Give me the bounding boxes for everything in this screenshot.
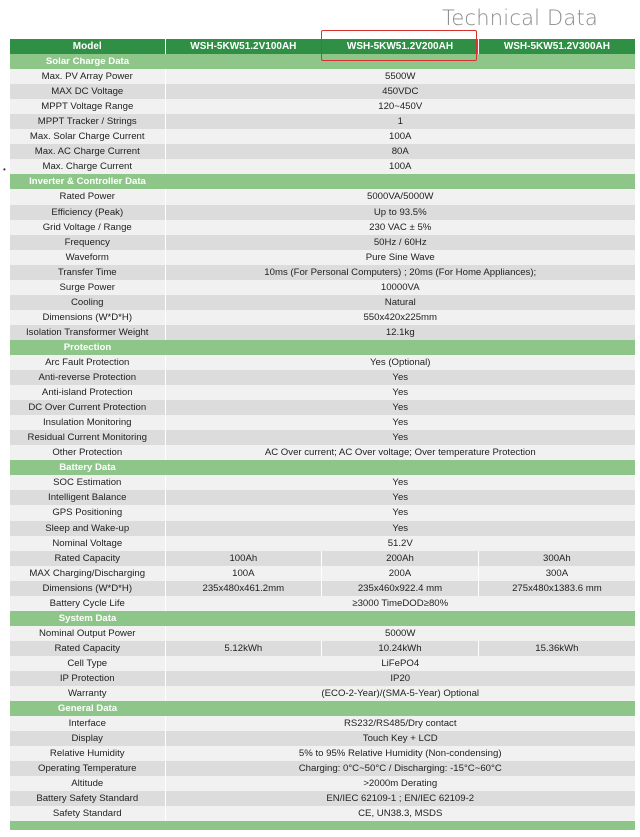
section-title (10, 611, 635, 626)
row-value: Yes (165, 430, 635, 445)
row-label: Interface (10, 716, 165, 731)
row-value: 300A (478, 566, 635, 581)
row-label: Surge Power (10, 280, 165, 295)
row-label: SOC Estimation (10, 475, 165, 490)
row-value: (ECO-2-Year)/(SMA-5-Year) Optional (165, 686, 635, 701)
row-label: Nominal Voltage (10, 536, 165, 551)
table-row (10, 235, 635, 250)
row-value: 5% to 95% Relative Humidity (Non-condensing) (165, 746, 635, 761)
row-label: Residual Current Monitoring (10, 430, 165, 445)
table-row (10, 581, 635, 596)
table-row (10, 626, 635, 641)
table-row (10, 310, 635, 325)
table-row (10, 99, 635, 114)
row-value: Yes (Optional) (165, 355, 635, 370)
row-label: Altitude (10, 776, 165, 791)
model-label: Model (10, 39, 165, 54)
table-row (10, 536, 635, 551)
row-label: Anti-island Protection (10, 385, 165, 400)
row-value: Yes (165, 385, 635, 400)
row-value: 100Ah (165, 551, 322, 566)
table-row (10, 731, 635, 746)
row-value: 51.2V (165, 536, 635, 551)
table-row (10, 490, 635, 505)
row-value: Yes (165, 505, 635, 520)
row-value: Yes (165, 521, 635, 536)
section-header (10, 174, 635, 189)
row-value: 275x480x1383.6 mm (478, 581, 635, 596)
table-row (10, 776, 635, 791)
table-row (10, 355, 635, 370)
row-label: Frequency (10, 235, 165, 250)
section-title-text: Solar Charge Data (45, 56, 130, 68)
section-header (10, 460, 635, 475)
table-row (10, 430, 635, 445)
row-label: Battery Safety Standard (10, 791, 165, 806)
row-value: 200Ah (322, 551, 479, 566)
row-label: Isolation Transformer Weight (10, 325, 165, 340)
row-value: 200A (322, 566, 479, 581)
row-value: Charging: 0°C~50°C / Discharging: -15°C~60°C (165, 761, 635, 776)
page-title: Technical Data (441, 6, 598, 30)
table-row (10, 806, 635, 821)
table-row (10, 84, 635, 99)
table-row (10, 791, 635, 806)
row-label: Dimensions (W*D*H) (10, 310, 165, 325)
table-row (10, 114, 635, 129)
table-row (10, 641, 635, 656)
table-row (10, 505, 635, 520)
section-title (10, 174, 635, 189)
row-value: Touch Key + LCD (165, 731, 635, 746)
highlight-box (321, 30, 477, 61)
row-value: ≥3000 TimeDOD≥80% (165, 596, 635, 611)
table-row (10, 370, 635, 385)
row-label: Other Protection (10, 445, 165, 460)
row-label: Max. Solar Charge Current (10, 129, 165, 144)
row-value: 5500W (165, 69, 635, 84)
row-value: 450VDC (165, 84, 635, 99)
row-label: Waveform (10, 250, 165, 265)
row-label: Relative Humidity (10, 746, 165, 761)
section-title (10, 340, 635, 355)
row-label: MAX Charging/Discharging (10, 566, 165, 581)
row-label: IP Protection (10, 671, 165, 686)
row-label: Transfer Time (10, 265, 165, 280)
row-value: Pure Sine Wave (165, 250, 635, 265)
table-row (10, 551, 635, 566)
row-label: Sleep and Wake-up (10, 521, 165, 536)
table-row (10, 280, 635, 295)
row-label: MAX DC Voltage (10, 84, 165, 99)
row-label: Efficiency (Peak) (10, 205, 165, 220)
row-label: Max. Charge Current (10, 159, 165, 174)
row-label: Cell Type (10, 656, 165, 671)
footer-cell (10, 821, 635, 830)
row-value: LiFePO4 (165, 656, 635, 671)
row-value: 100A (165, 159, 635, 174)
row-value: 120~450V (165, 99, 635, 114)
table-row (10, 385, 635, 400)
row-value: 80A (165, 144, 635, 159)
row-value: 10.24kWh (322, 641, 479, 656)
row-value: Yes (165, 475, 635, 490)
table-row (10, 671, 635, 686)
row-label: Arc Fault Protection (10, 355, 165, 370)
row-value: Yes (165, 370, 635, 385)
row-label: Operating Temperature (10, 761, 165, 776)
row-value: IP20 (165, 671, 635, 686)
section-title (10, 460, 635, 475)
row-value: 12.1kg (165, 325, 635, 340)
row-label: Battery Cycle Life (10, 596, 165, 611)
section-title-text: System Data (58, 612, 117, 624)
row-value: 10000VA (165, 280, 635, 295)
table-row (10, 69, 635, 84)
row-value: Yes (165, 400, 635, 415)
row-value: >2000m Derating (165, 776, 635, 791)
table-row (10, 159, 635, 174)
model-column-header: WSH-5KW51.2V300AH (478, 39, 635, 54)
row-value: 5000VA/5000W (165, 189, 635, 204)
table-row (10, 325, 635, 340)
section-header (10, 611, 635, 626)
table-row (10, 656, 635, 671)
row-value: AC Over current; AC Over voltage; Over temperature Protection (165, 445, 635, 460)
row-label: Max. PV Array Power (10, 69, 165, 84)
row-value: 50Hz / 60Hz (165, 235, 635, 250)
row-label: GPS Positioning (10, 505, 165, 520)
table-row (10, 596, 635, 611)
row-value: 5000W (165, 626, 635, 641)
row-value: Yes (165, 415, 635, 430)
table-row (10, 521, 635, 536)
row-value: 10ms (For Personal Computers) ; 20ms (For Home Appliances); (165, 265, 635, 280)
row-label: Warranty (10, 686, 165, 701)
table-row (10, 415, 635, 430)
section-title-text: Protection (63, 341, 112, 353)
spec-table (10, 39, 635, 830)
row-value: 5.12kWh (165, 641, 322, 656)
row-value: RS232/RS485/Dry contact (165, 716, 635, 731)
row-value: 1 (165, 114, 635, 129)
row-label: Anti-reverse Protection (10, 370, 165, 385)
row-label: Intelligent Balance (10, 490, 165, 505)
row-label: Cooling (10, 295, 165, 310)
row-label: MPPT Voltage Range (10, 99, 165, 114)
table-row (10, 475, 635, 490)
table-row (10, 189, 635, 204)
table-row (10, 220, 635, 235)
row-label: Display (10, 731, 165, 746)
bullet-mark: • (3, 165, 6, 174)
row-value: 100A (165, 129, 635, 144)
table-row (10, 250, 635, 265)
table-row (10, 761, 635, 776)
row-label: Rated Capacity (10, 551, 165, 566)
table-row (10, 129, 635, 144)
table-row (10, 716, 635, 731)
row-value: Up to 93.5% (165, 205, 635, 220)
row-value: 235x480x461.2mm (165, 581, 322, 596)
table-row (10, 400, 635, 415)
row-value: 235x460x922.4 mm (322, 581, 479, 596)
section-title (10, 701, 635, 716)
row-value: Natural (165, 295, 635, 310)
row-label: DC Over Current Protection (10, 400, 165, 415)
table-row (10, 445, 635, 460)
row-label: Insulation Monitoring (10, 415, 165, 430)
row-label: Dimensions (W*D*H) (10, 581, 165, 596)
row-value: Yes (165, 490, 635, 505)
table-row (10, 295, 635, 310)
table-row (10, 566, 635, 581)
table-row (10, 144, 635, 159)
section-title-text: Inverter & Controller Data (29, 176, 146, 188)
section-header (10, 701, 635, 716)
table-row (10, 686, 635, 701)
table-row (10, 265, 635, 280)
table-row (10, 746, 635, 761)
section-header (10, 340, 635, 355)
table-row (10, 205, 635, 220)
section-title-text: General Data (57, 703, 118, 715)
row-value: 550x420x225mm (165, 310, 635, 325)
row-value: EN/IEC 62109-1 ; EN/IEC 62109-2 (165, 791, 635, 806)
row-value: 300Ah (478, 551, 635, 566)
row-label: MPPT Tracker / Strings (10, 114, 165, 129)
row-label: Rated Capacity (10, 641, 165, 656)
row-label: Grid Voltage / Range (10, 220, 165, 235)
row-value: 15.36kWh (478, 641, 635, 656)
row-label: Rated Power (10, 189, 165, 204)
row-label: Nominal Output Power (10, 626, 165, 641)
section-title-text: Battery Data (59, 462, 116, 474)
row-value: CE, UN38.3, MSDS (165, 806, 635, 821)
model-column-header: WSH-5KW51.2V200AH (322, 39, 479, 54)
row-label: Max. AC Charge Current (10, 144, 165, 159)
row-label: Safety Standard (10, 806, 165, 821)
row-value: 100A (165, 566, 322, 581)
model-column-header: WSH-5KW51.2V100AH (165, 39, 322, 54)
table-footer-bar (10, 821, 635, 830)
row-value: 230 VAC ± 5% (165, 220, 635, 235)
